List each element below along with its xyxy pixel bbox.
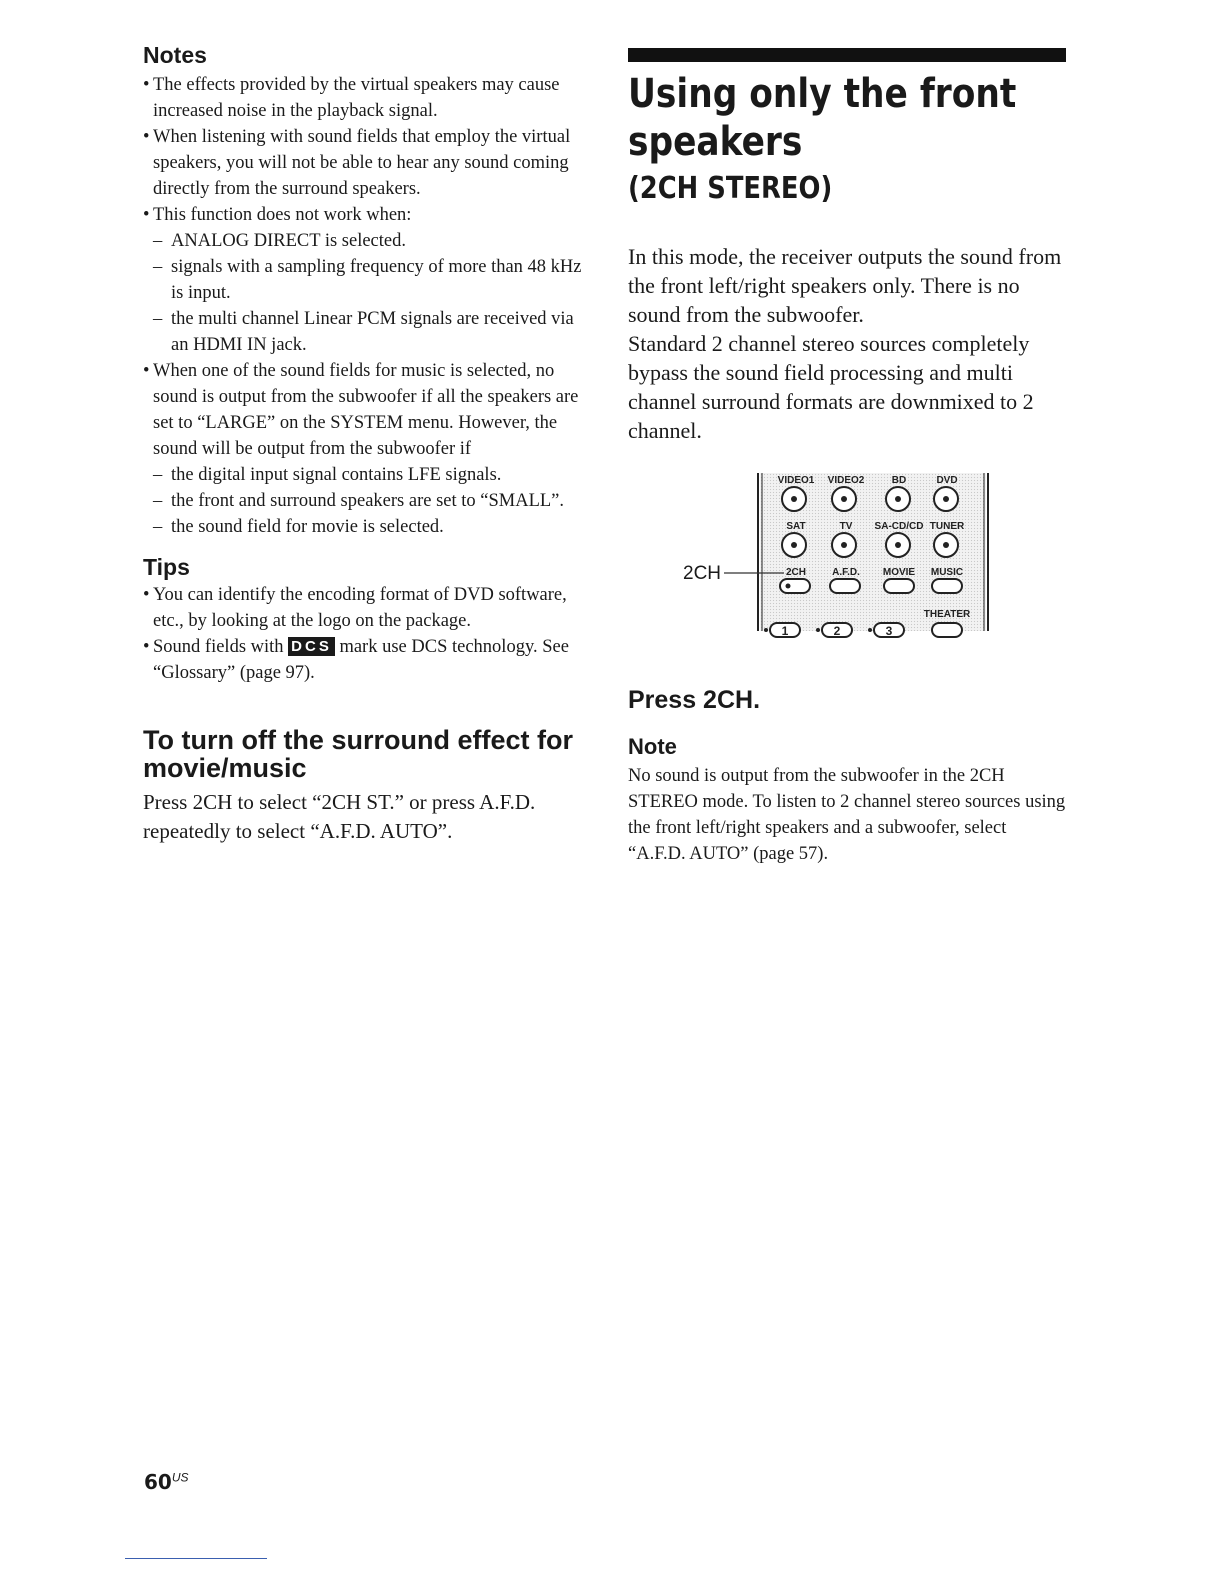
remote-label-tv: TV <box>839 521 853 532</box>
note-body: No sound is output from the subwoofer in the 2CH STEREO mode. To listen to 2 channel stereo sources using the front left/right speakers and a subwoofer, select “A.F.D. AUTO” (page 57). <box>628 766 1066 864</box>
note-sub-item: – the sound field for movie is selected. <box>153 517 444 537</box>
section-rule <box>628 48 1066 62</box>
section-intro-2: Standard 2 channel stereo sources completely bypass the sound field processing and multi channel surround formats are downmixed to 2 channel. <box>628 331 1034 443</box>
tips-heading: Tips <box>143 554 190 580</box>
remote-button-movie[interactable] <box>884 579 914 593</box>
remote-label-dvd: DVD <box>936 475 958 486</box>
remote-label-theater: THEATER <box>923 609 971 620</box>
remote-label-music: MUSIC <box>930 567 964 578</box>
notes-heading: Notes <box>143 42 207 68</box>
remote-label-video1: VIDEO1 <box>777 475 815 486</box>
remote-callout-label: 2CH <box>683 563 722 584</box>
note-sub-item: – the multi channel Linear PCM signals are received via an HDMI IN jack. <box>153 309 574 355</box>
remote-num-1: 1 <box>781 624 789 638</box>
note-item-4: • When one of the sound fields for music is selected, no sound is output from the subwoofer if all the speakers are set to “LARGE” on the SYSTEM menu. However, the sound will be output from the subwoofer if <box>143 361 579 459</box>
press-heading: Press 2CH. <box>628 686 761 714</box>
footer-line <box>125 1558 267 1559</box>
tip-item-2: • Sound fields with DCS mark use DCS technology. See “Glossary” (page 97). <box>143 637 569 683</box>
turn-off-body: Press 2CH to select “2CH ST.” or press A.F.D. repeatedly to select “A.F.D. AUTO”. <box>143 790 536 843</box>
note-item-3: • This function does not work when: <box>143 205 412 225</box>
note-item-2: • When listening with sound fields that employ the virtual speakers, you will not be able to hear any sound coming directly from the surround speakers. <box>143 127 571 199</box>
note-item-1: • The effects provided by the virtual speakers may cause increased noise in the playback signal. <box>143 75 560 121</box>
remote-num-3: 3 <box>885 624 893 638</box>
tip-item-1: • You can identify the encoding format of DVD software, etc., by looking at the logo on the package. <box>143 585 567 631</box>
note-sub-item: – the front and surround speakers are set to “SMALL”. <box>153 491 565 511</box>
remote-label-2ch: 2CH <box>785 567 807 578</box>
note-sub-item: – the digital input signal contains LFE signals. <box>153 465 502 485</box>
remote-button-2ch[interactable] <box>780 579 810 593</box>
dcs-mark-icon: DCS <box>288 637 335 656</box>
section-title: Using only the front speakers <box>628 71 1017 165</box>
section-intro: In this mode, the receiver outputs the sound from the front left/right speakers only. There is no sound from the subwoofer. <box>628 244 1062 327</box>
section-subtitle: (2CH STEREO) <box>628 171 833 206</box>
right-column <box>628 48 1066 867</box>
remote-button-theater[interactable] <box>932 623 962 637</box>
remote-diagram <box>628 467 1066 647</box>
remote-button-afd[interactable] <box>830 579 860 593</box>
remote-illustration <box>628 467 1066 647</box>
remote-button-music[interactable] <box>932 579 962 593</box>
left-column <box>143 40 588 846</box>
remote-label-tuner: TUNER <box>929 521 965 532</box>
turn-off-heading: To turn off the surround effect for movie/music <box>143 725 573 783</box>
remote-label-video2: VIDEO2 <box>827 475 865 486</box>
page-number: $60^{US}$ <box>144 1470 189 1494</box>
remote-num-2: 2 <box>833 624 841 638</box>
note-heading: Note <box>628 734 677 759</box>
note-sub-item: – signals with a sampling frequency of more than 48 kHz is input. <box>153 257 582 303</box>
remote-label-bd: BD <box>891 475 907 486</box>
note-sub-item: – ANALOG DIRECT is selected. <box>153 231 406 251</box>
remote-label-sat: SAT <box>786 521 806 532</box>
remote-label-movie: MOVIE <box>882 567 916 578</box>
remote-label-afd: A.F.D. <box>832 567 860 578</box>
remote-label-sacd: SA-CD/CD <box>874 521 924 532</box>
